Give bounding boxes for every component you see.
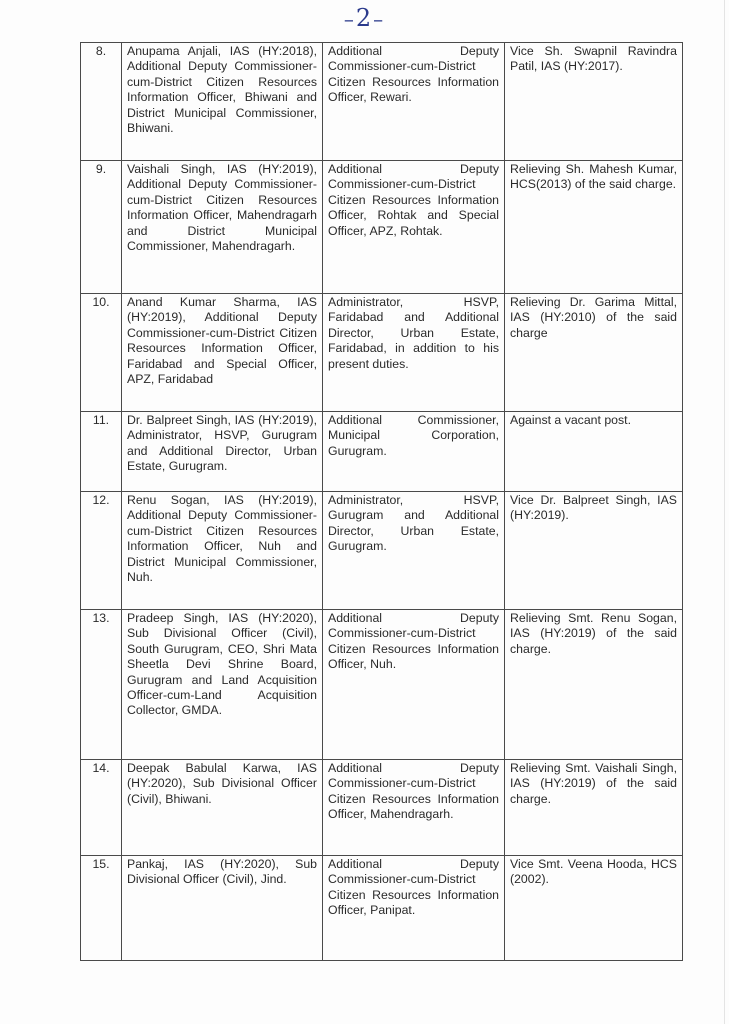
new-posting-cell [323, 856, 505, 961]
page-number-value: 2 [355, 4, 374, 32]
new-posting-cell [323, 43, 505, 161]
remarks-cell [505, 43, 683, 161]
serial-number: 11. [81, 412, 122, 492]
serial-number: 14. [81, 760, 122, 856]
new-posting: Administrator, HSVP, Gurugram and Additional Director, Urban Estate, Gurugram. [328, 493, 499, 554]
new-posting-cell [323, 760, 505, 856]
table-row [81, 412, 683, 492]
page-number [0, 4, 729, 32]
remarks: Vice Smt. Veena Hooda, HCS (2002). [510, 857, 677, 887]
table-row [81, 492, 683, 610]
officer-name-cell [122, 492, 323, 610]
officer-name-cell [122, 412, 323, 492]
remarks: Relieving Dr. Garima Mittal, IAS (HY:2010) of the said charge [510, 295, 677, 340]
new-posting: Additional Commissioner, Municipal Corporation, Gurugram. [328, 413, 499, 458]
new-posting-cell [323, 412, 505, 492]
remarks: Relieving Smt. Renu Sogan, IAS (HY:2019) of the said charge. [510, 611, 677, 656]
remarks: Vice Dr. Balpreet Singh, IAS (HY:2019). [510, 493, 677, 523]
table-row [81, 856, 683, 961]
officer-name: Anupama Anjali, IAS (HY:2018), Additional Deputy Commissioner-cum-District Citizen Resources Information Officer, Bhiwani and District Municipal Commissioner, Bhiwani. [127, 44, 317, 136]
officer-name-cell [122, 610, 323, 760]
new-posting: Additional Deputy Commissioner-cum-District Citizen Resources Information Officer, Mahendragarh. [328, 761, 499, 822]
remarks-cell [505, 856, 683, 961]
new-posting: Additional Deputy Commissioner-cum-District Citizen Resources Information Officer, Nuh. [328, 611, 499, 672]
page-edge-line [724, 0, 725, 1024]
posting-orders-table [80, 42, 683, 961]
serial-number: 15. [81, 856, 122, 961]
remarks: Vice Sh. Swapnil Ravindra Patil, IAS (HY:2017). [510, 44, 677, 74]
remarks: Relieving Smt. Vaishali Singh, IAS (HY:2019) of the said charge. [510, 761, 677, 806]
serial-number: 10. [81, 294, 122, 412]
remarks-cell [505, 610, 683, 760]
officer-name-cell [122, 294, 323, 412]
table-row [81, 161, 683, 294]
officer-name: Dr. Balpreet Singh, IAS (HY:2019), Administrator, HSVP, Gurugram and Additional Director, Urban Estate, Gurugram. [127, 413, 317, 474]
new-posting: Additional Deputy Commissioner-cum-District Citizen Resources Information Officer, Rohtak and Special Officer, APZ, Rohtak. [328, 162, 499, 238]
officer-name-cell [122, 161, 323, 294]
officer-name: Pankaj, IAS (HY:2020), Sub Divisional Officer (Civil), Jind. [127, 857, 317, 887]
remarks-cell [505, 492, 683, 610]
officer-name: Renu Sogan, IAS (HY:2019), Additional Deputy Commissioner-cum-District Citizen Resources Information Officer, Nuh and District Municipal Commissioner, Nuh. [127, 493, 317, 585]
new-posting-cell [323, 492, 505, 610]
officer-name-cell [122, 856, 323, 961]
officer-name: Vaishali Singh, IAS (HY:2019), Additional Deputy Commissioner-cum-District Citizen Resources Information Officer, Mahendragarh and District Municipal Commissioner, Mahendragarh. [127, 162, 317, 254]
serial-number: 8. [81, 43, 122, 161]
remarks-cell [505, 294, 683, 412]
page-number-dash-right: – [373, 7, 386, 31]
new-posting: Administrator, HSVP, Faridabad and Additional Director, Urban Estate, Faridabad, in addition to his present duties. [328, 295, 499, 371]
table-row [81, 760, 683, 856]
remarks-cell [505, 412, 683, 492]
new-posting: Additional Deputy Commissioner-cum-District Citizen Resources Information Officer, Rewari. [328, 44, 499, 105]
table-row [81, 610, 683, 760]
new-posting-cell [323, 161, 505, 294]
new-posting-cell [323, 294, 505, 412]
remarks-cell [505, 760, 683, 856]
serial-number: 13. [81, 610, 122, 760]
officer-name: Deepak Babulal Karwa, IAS (HY:2020), Sub Divisional Officer (Civil), Bhiwani. [127, 761, 317, 806]
table-row [81, 294, 683, 412]
remarks: Against a vacant post. [510, 413, 631, 427]
remarks-cell [505, 161, 683, 294]
new-posting: Additional Deputy Commissioner-cum-District Citizen Resources Information Officer, Panipat. [328, 857, 499, 918]
serial-number: 9. [81, 161, 122, 294]
officer-name: Pradeep Singh, IAS (HY:2020), Sub Divisional Officer (Civil), South Gurugram, CEO, Shri Mata Sheetla Devi Shrine Board, Gurugram and Land Acquisition Officer-cum-Land Acquisition Collector, GMDA. [127, 611, 317, 718]
officer-name-cell [122, 43, 323, 161]
officer-name: Anand Kumar Sharma, IAS (HY:2019), Additional Deputy Commissioner-cum-District Citizen Resources Information Officer, Faridabad and Special Officer, APZ, Faridabad [127, 295, 317, 387]
page-number-dash-left: – [343, 7, 356, 31]
new-posting-cell [323, 610, 505, 760]
remarks: Relieving Sh. Mahesh Kumar, HCS(2013) of the said charge. [510, 162, 677, 192]
serial-number: 12. [81, 492, 122, 610]
officer-name-cell [122, 760, 323, 856]
table-row [81, 43, 683, 161]
